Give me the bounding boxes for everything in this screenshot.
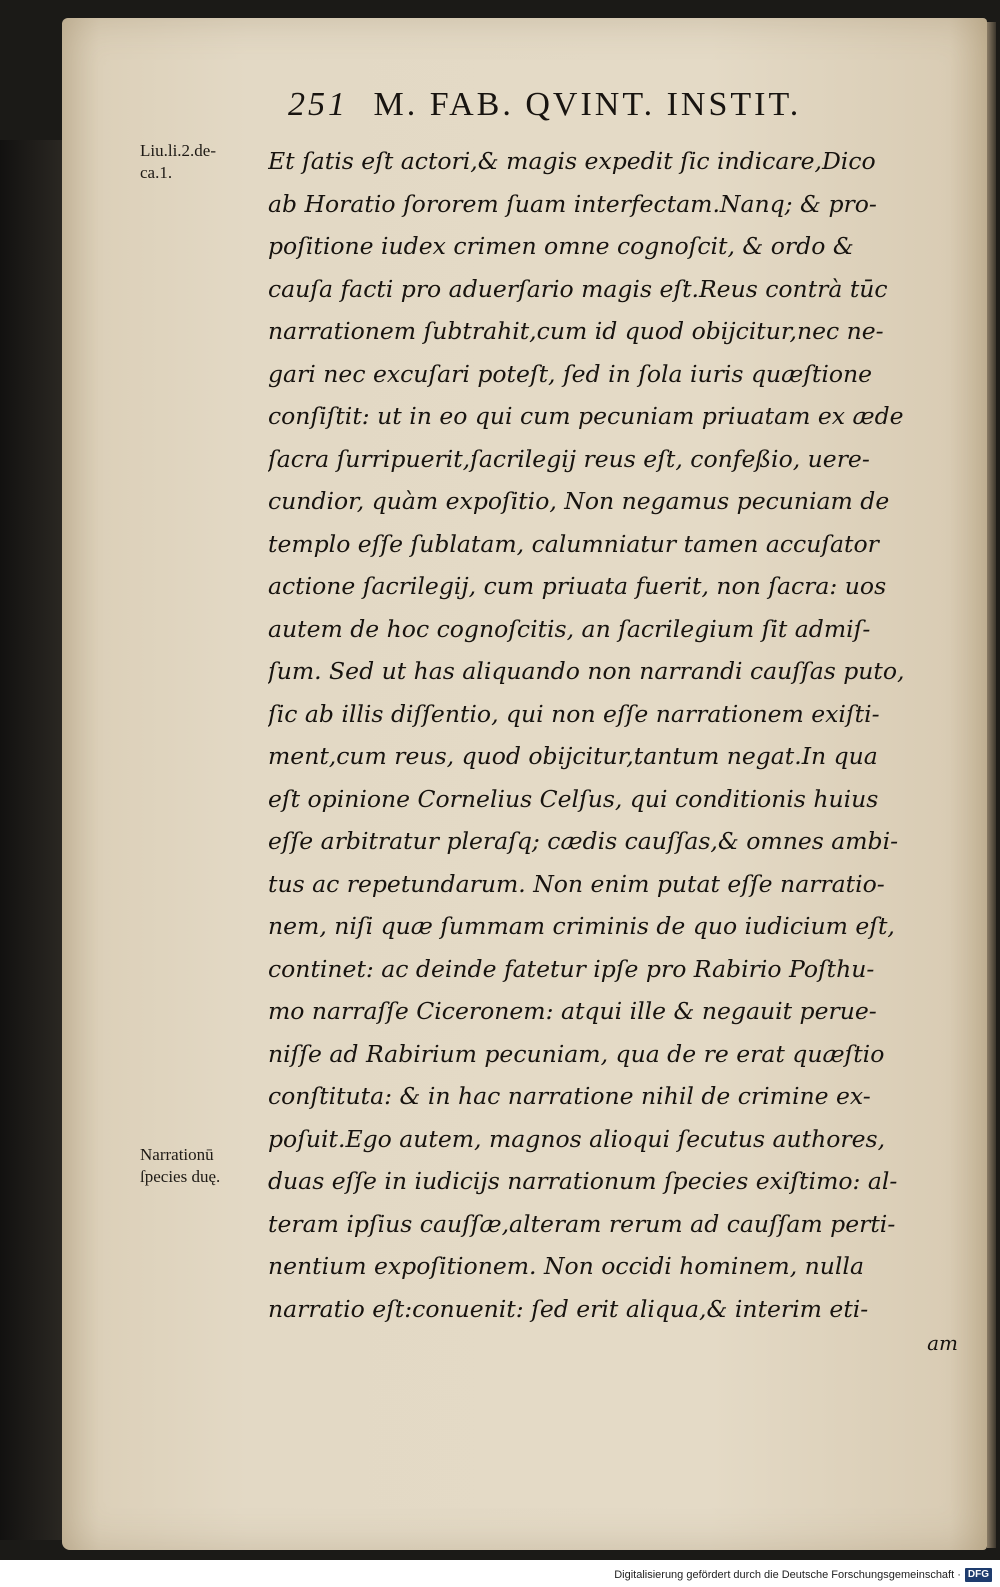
text-line: ab Horatio ſororem ſuam interfectam.Nanq; & pro- [268, 189, 877, 218]
text-line: teram ipſius cauſſæ,alteram rerum ad cauſſam perti- [268, 1209, 896, 1238]
text-line: conſiſtit: ut in eo qui cum pecuniam priuatam ex æde [268, 402, 904, 430]
running-header [288, 86, 908, 134]
text-line: ſacra ſurripuerit,ſacrilegij reus eſt, confeßio, uere- [268, 444, 870, 473]
adjacent-page-strip [0, 140, 62, 1540]
text-line: poſuit.Ego autem, magnos alioqui ſecutus authores, [268, 1124, 886, 1153]
text-line: tus ac repetundarum. Non enim putat eſſe narratio- [268, 869, 885, 898]
text-line: nem, niſi quæ ſummam criminis de quo iudicium eſt, [268, 912, 895, 940]
text-line: actione ſacrilegij, cum priuata fuerit, non ſacra: uos [268, 572, 887, 600]
margin-note-line: ſpecies duę. [140, 1167, 221, 1186]
text-line: niſſe ad Rabirium pecuniam, qua de re erat quæſtio [268, 1039, 885, 1068]
text-line: poſitione iudex crimen omne cognoſcit, & ordo & [268, 232, 854, 260]
text-line: narrationem ſubtrahit,cum id quod obijcitur,nec ne- [268, 317, 884, 345]
text-line: cundior, quàm expoſitio, Non negamus pecuniam de [268, 487, 890, 515]
margin-note-line: ca.1. [140, 163, 173, 182]
footer-credit: Digitalisierung gefördert durch die Deutsche Forschungsgemeinschaft · [614, 1569, 961, 1581]
text-line: nentium expoſitionem. Non occidi hominem, nulla [268, 1252, 864, 1280]
margin-note-line: Narrationū [140, 1145, 214, 1164]
text-line: continet: ac deinde fatetur ipſe pro Rabirio Poſthu- [268, 954, 875, 983]
text-line: cauſa facti pro aduerſario magis eſt.Reus contrà tūc [268, 274, 888, 303]
text-line: conſtituta: & in hac narratione nihil de crimine ex- [268, 1082, 871, 1110]
text-line: ment,cum reus, quod obijcitur,tantum negat.In qua [268, 742, 878, 770]
text-line: narratio eſt:conuenit: ſed erit aliqua,& interim eti- [268, 1294, 869, 1323]
margin-note-reference [140, 140, 280, 184]
catchword: am [927, 1331, 958, 1355]
digitization-footer [614, 1566, 992, 1584]
text-line: autem de hoc cognoſcitis, an ſacrilegium ſit admiſ- [268, 614, 871, 643]
running-title: M. FAB. QVINT. INSTIT. [373, 86, 802, 123]
text-line: mo narraſſe Ciceronem: atqui ille & negauit perue- [268, 997, 877, 1025]
page-number: 251 [288, 86, 348, 123]
dfg-logo-icon: DFG [965, 1568, 992, 1582]
text-line: ſic ab illis diſſentio, qui non eſſe narrationem exiſti- [268, 699, 880, 728]
text-line: ſum. Sed ut has aliquando non narrandi cauſſas puto, [268, 657, 905, 685]
text-line: eſſe arbitratur pleraſq; cædis cauſſas,& omnes ambi- [268, 827, 899, 855]
page-edge [987, 22, 996, 1548]
text-line: eſt opinione Cornelius Celſus, qui conditionis huius [268, 784, 879, 813]
text-line: templo eſſe ſublatam, calumniatur tamen accuſator [268, 529, 879, 558]
text-line: Et ſatis eſt actori,& magis expedit ſic indicare,Dico [268, 147, 876, 175]
text-line: gari nec excuſari poteſt, ſed in ſola iuris quæſtione [268, 359, 873, 388]
margin-note-narration-species [140, 1144, 280, 1188]
text-line: duas eſſe in iudicijs narrationum ſpecies exiſtimo: al- [268, 1167, 898, 1195]
main-text-block [268, 140, 968, 1356]
margin-note-line: Liu.li.2.de- [140, 141, 217, 160]
